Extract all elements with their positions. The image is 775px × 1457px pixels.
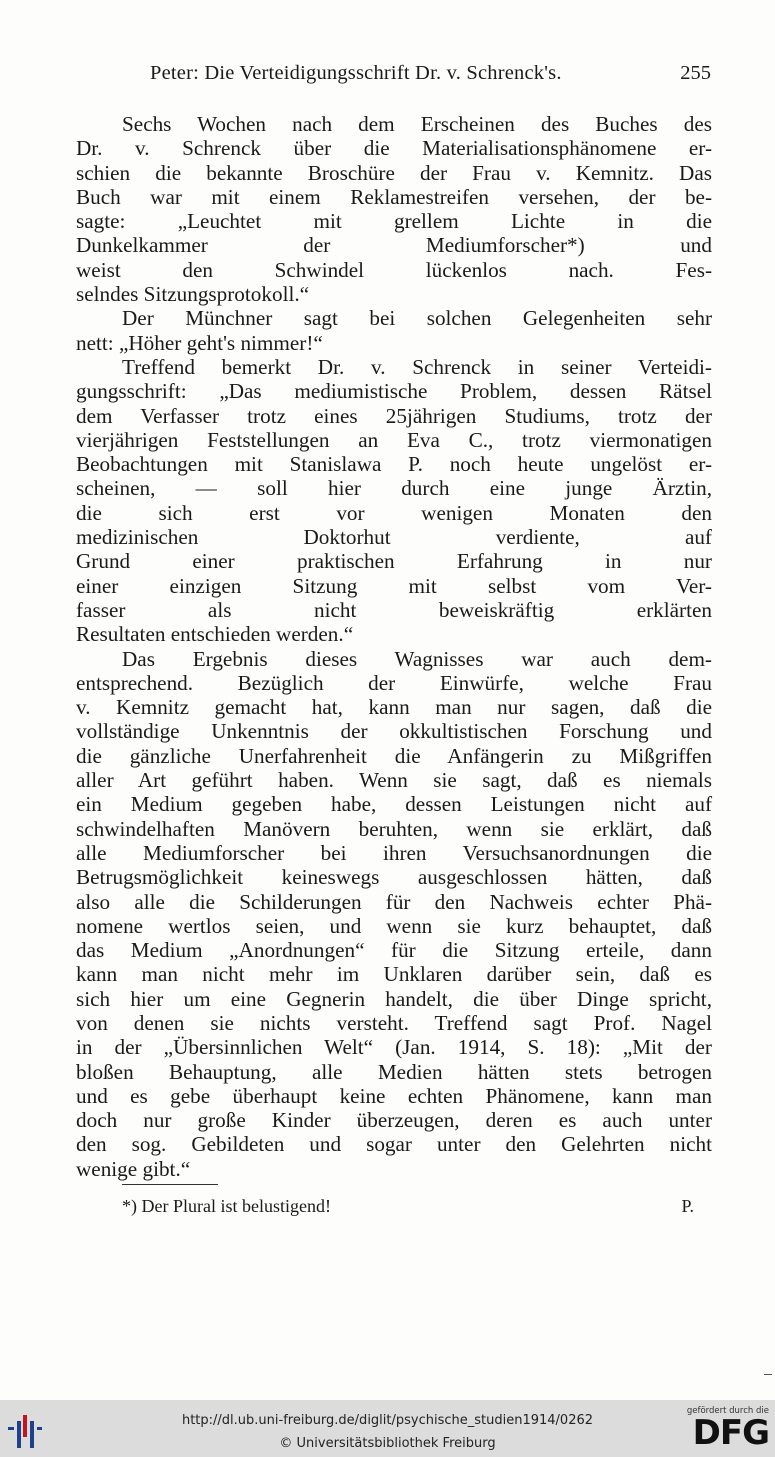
footnote: [122, 1196, 694, 1222]
text-line: Buch war mit einem Reklamestreifen versehen, der be-: [76, 184, 712, 209]
funded-by-label: gefördert durch die: [686, 1406, 769, 1416]
text-line: den sog. Gebildeten und sogar unter den Gelehrten nicht: [76, 1132, 712, 1157]
text-line: nomene wertlos seien, und wenn sie kurz behauptet, daß: [76, 913, 712, 938]
text-line: Treffend bemerkt Dr. v. Schrenck in seiner Verteidi-: [122, 354, 712, 379]
viewer-footer: [0, 1400, 775, 1457]
document-url[interactable]: http://dl.ub.uni-freiburg.de/diglit/psychische_studien1914/0262: [181, 1413, 594, 1428]
text-line: sich hier um eine Gegnerin handelt, die über Dinge spricht,: [76, 986, 712, 1011]
text-line: einer einzigen Sitzung mit selbst vom Ver-: [76, 573, 712, 598]
dfg-logo-text: DFG: [692, 1413, 769, 1453]
text-line: von denen sie nichts versteht. Treffend sagt Prof. Nagel: [76, 1010, 712, 1035]
running-head: [150, 62, 715, 92]
footnote-signature: P.: [681, 1196, 694, 1216]
text-line: Sechs Wochen nach dem Erscheinen des Buches des: [122, 112, 712, 136]
text-line: vollständige Unkenntnis der okkultistischen Forschung und: [76, 719, 712, 744]
text-line: vierjährigen Feststellungen an Eva C., trotz viermonatigen: [76, 427, 712, 452]
text-line: nett: „Höher geht's nimmer!“: [76, 330, 323, 355]
text-line: kann man nicht mehr im Unklaren darüber sein, daß es: [76, 962, 712, 987]
dfg-logo: [687, 1406, 769, 1452]
text-line: doch nur große Kinder überzeugen, deren es auch unter: [76, 1108, 712, 1133]
scan-mark: [764, 1374, 772, 1375]
text-line: weist den Schwindel lückenlos nach. Fes-: [76, 257, 712, 282]
text-line: scheinen, — soll hier durch eine junge Ärztin,: [76, 476, 712, 501]
body-text: [76, 112, 712, 1181]
text-line: wenige gibt.“: [76, 1156, 191, 1181]
text-line: Dr. v. Schrenck über die Materialisationsphänomene er-: [76, 136, 712, 161]
text-line: dem Verfasser trotz eines 25jährigen Studiums, trotz der: [76, 403, 712, 428]
text-line: die gänzliche Unerfahrenheit die Anfängerin zu Mißgriffen: [76, 743, 712, 768]
text-line: selndes Sitzungsprotokoll.“: [76, 282, 310, 307]
text-line: sagte: „Leuchtet mit grellem Lichte in die: [76, 209, 712, 234]
text-line: ein Medium gegeben habe, dessen Leistungen nicht auf: [76, 792, 712, 817]
text-line: schien die bekannte Broschüre der Frau v. Kemnitz. Das: [76, 160, 712, 185]
text-line: v. Kemnitz gemacht hat, kann man nur sagen, daß die: [76, 695, 712, 720]
page-number: 255: [680, 62, 711, 84]
text-line: Das Ergebnis dieses Wagnisses war auch dem-: [122, 646, 712, 671]
text-line: Betrugsmöglichkeit keineswegs ausgeschlossen hätten, daß: [76, 865, 712, 890]
text-line: Beobachtungen mit Stanislawa P. noch heute ungelöst er-: [76, 452, 712, 477]
footnote-text: *) Der Plural ist belustigend!: [122, 1196, 331, 1216]
running-title: Peter: Die Verteidigungsschrift Dr. v. Schrenck's.: [150, 62, 562, 84]
text-line: die sich erst vor wenigen Monaten den: [76, 500, 712, 525]
text-line: das Medium „Anordnungen“ für die Sitzung erteile, dann: [76, 938, 712, 963]
text-line: aller Art geführt haben. Wenn sie sagt, daß es niemals: [76, 768, 712, 793]
text-line: Der Münchner sagt bei solchen Gelegenheiten sehr: [122, 306, 712, 331]
text-line: Resultaten entschieden werden.“: [76, 622, 354, 647]
text-line: schwindelhaften Manövern beruhten, wenn sie erklärt, daß: [76, 816, 712, 841]
text-line: und es gebe überhaupt keine echten Phänomene, kann man: [76, 1083, 712, 1108]
text-line: fasser als nicht beweiskräftig erklärten: [76, 597, 712, 622]
text-line: gungsschrift: „Das mediumistische Problem, dessen Rätsel: [76, 379, 712, 404]
text-line: in der „Übersinnlichen Welt“ (Jan. 1914, S. 18): „Mit der: [76, 1035, 712, 1060]
footnote-divider: [122, 1184, 218, 1185]
text-line: alle Mediumforscher bei ihren Versuchsanordnungen die: [76, 840, 712, 865]
text-line: entsprechend. Bezüglich der Einwürfe, welche Frau: [76, 670, 712, 695]
text-line: also alle die Schilderungen für den Nachweis echter Phä-: [76, 889, 712, 914]
copyright-text: © Universitätsbibliothek Freiburg: [279, 1436, 496, 1451]
text-line: Grund einer praktischen Erfahrung in nur: [76, 549, 712, 574]
text-line: bloßen Behauptung, alle Medien hätten stets betrogen: [76, 1059, 712, 1084]
text-line: medizinischen Doktorhut verdiente, auf: [76, 525, 712, 550]
text-line: Dunkelkammer der Mediumforscher*) und: [76, 233, 712, 258]
